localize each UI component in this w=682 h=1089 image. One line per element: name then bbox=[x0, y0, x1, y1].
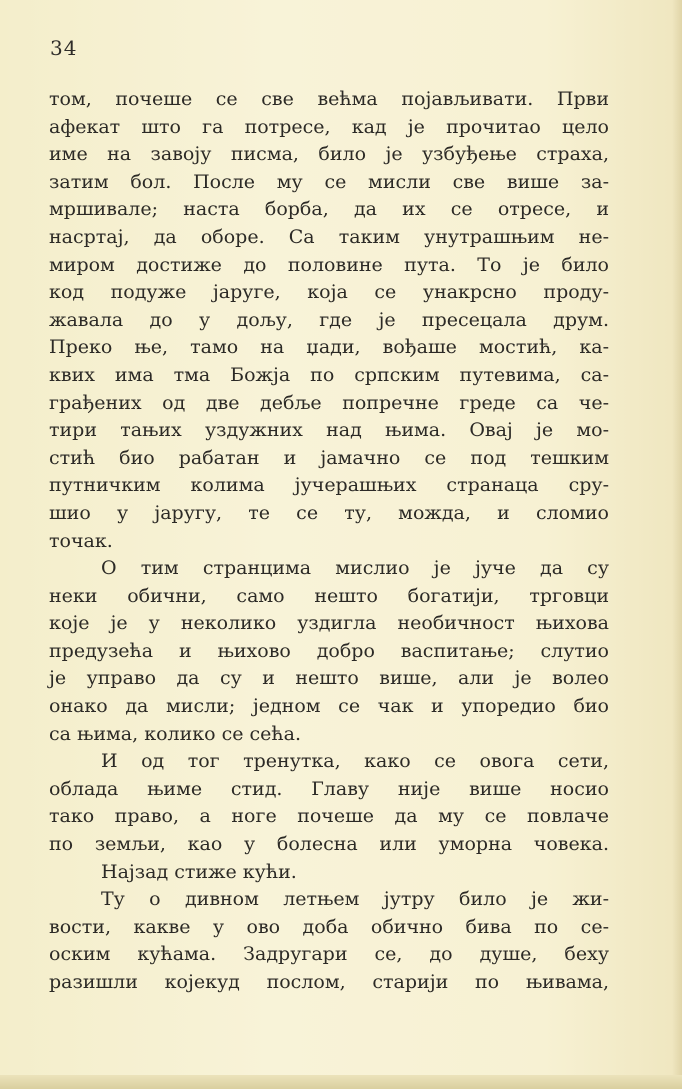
text-line: шио у јаругу, те се ту, можда, и сломио bbox=[49, 501, 609, 524]
text-line: тако право, а ноге почеше да му се повлаче bbox=[49, 805, 609, 828]
text-line: тири тањих уздужних над њима. Овај је мо- bbox=[49, 419, 609, 442]
text-line: онако да мисли; једном се чак и упоредио био bbox=[49, 695, 609, 718]
text-line: Преко ње, тамо на џади, вођаше мостић, ка- bbox=[49, 336, 609, 359]
text-line: име на завоју писма, било је узбуђење страха, bbox=[49, 143, 609, 166]
text-line: Најзад стиже кући. bbox=[101, 860, 297, 883]
text-line: точак. bbox=[49, 529, 113, 552]
text-line: по земљи, као у болесна или уморна човека. bbox=[49, 833, 609, 856]
text-line: О тим странцима мислио је јуче да су bbox=[101, 557, 609, 580]
text-line: код подуже јаруге, која се унакрсно проду- bbox=[49, 281, 609, 304]
text-line: афекат што га потресе, кад је прочитао цело bbox=[49, 115, 609, 138]
page-bottom-edge bbox=[0, 1075, 682, 1089]
body-text bbox=[49, 86, 609, 997]
text-line: том, почеше се све већма појављивати. Први bbox=[49, 88, 609, 110]
text-line: затим бол. После му се мисли све више за- bbox=[49, 170, 609, 193]
text-line: оским кућама. Задругари се, до душе, беху bbox=[49, 943, 609, 966]
text-line: стић био рабатан и јамачно се под тешким bbox=[49, 446, 609, 469]
text-line: вости, какве у ово доба обично бива по се- bbox=[49, 915, 609, 938]
text-line: је управо да су и нешто више, али је волео bbox=[49, 667, 609, 690]
page-number: 34 bbox=[50, 36, 78, 60]
text-line: путничким колима јучерашњих странаца сру- bbox=[49, 474, 609, 497]
text-line: миром достиже до половине пута. То је било bbox=[49, 253, 609, 276]
text-line: мршивале; наста борба, да их се отресе, и bbox=[49, 198, 609, 221]
text-line: жавала до у дољу, где је пресецала друм. bbox=[49, 308, 609, 331]
text-line: И од тог тренутка, како се овога сети, bbox=[101, 750, 609, 773]
text-line: грађених од две дебље попречне греде са че- bbox=[49, 391, 609, 414]
text-line: облада њиме стид. Главу није више носио bbox=[49, 777, 609, 800]
text-line: квих има тма Божја по српским путевима, са- bbox=[49, 363, 609, 386]
text-line: неки обични, само нешто богатији, трговци bbox=[49, 584, 609, 607]
text-line: које је у неколико уздигла необичност њихова bbox=[49, 612, 609, 635]
text-line: насртај, да оборе. Са таким унутрашњим не- bbox=[49, 225, 609, 248]
text-line: разишли којекуд послом, старији по њивама, bbox=[49, 971, 609, 993]
text-line: Ту о дивном летњем јутру било је жи- bbox=[101, 888, 609, 911]
page-edge-shadow bbox=[672, 0, 682, 1089]
text-line: са њима, колико се сећа. bbox=[49, 722, 302, 745]
text-line: предузећа и њихово добро васпитање; слутио bbox=[49, 639, 609, 662]
